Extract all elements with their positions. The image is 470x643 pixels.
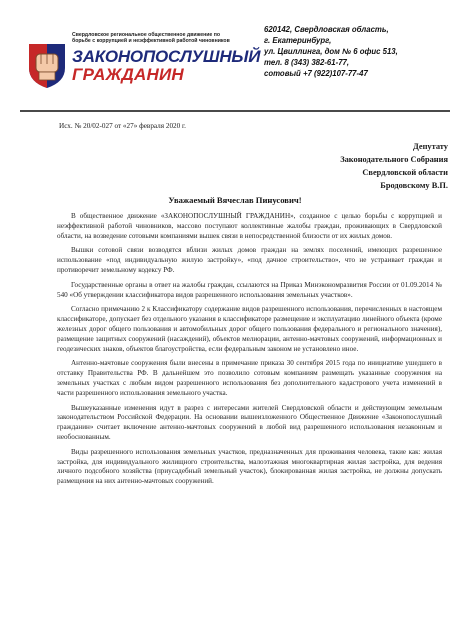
brand-logotype: [72, 48, 260, 84]
brand-line-1: ЗАКОНОПОСЛУШНЫЙ: [72, 47, 261, 66]
fist-shield-logo-icon: [26, 40, 68, 90]
recipient-line: Депутату: [413, 142, 448, 151]
recipient-line: Свердловской области: [362, 168, 448, 177]
paragraph: Антенно-мачтовые сооружения были внесены в примечание приказа 30 сентября 2015 года по инициативе ушедшего в отставку Правительства РФ. В дальнейшем это позволило сотовым компаниям размещать указанные сооружения на земельных участках с любым видом разрешенного использования без дополнительного кадастрового учета изменений в части разрешенного использования земельного участка.: [57, 359, 442, 397]
paragraph: Вышки сотовой связи возводятся вблизи жилых домов граждан на землях поселений, имеющих разрешенное использование «под индивидуальную жилую застройку», «под дачное строительство», что не устраивает граждан и противоречит земельному кодексу РФ.: [57, 246, 442, 274]
header-divider: [20, 110, 450, 112]
recipient-block: [340, 140, 448, 192]
address-block: [264, 24, 464, 79]
paragraph: В общественное движение «ЗАКОНОПОСЛУШНЫЙ ГРАЖДАНИН», созданное с целью борьбы с коррупцией и неэффективной работой чиновников, массово поступают коллективные жалобы граждан, проживающих в Свердловской области, на возведение сотовыми компаниями вышек связи в непосредственной близости от их жилых домов.: [57, 212, 442, 240]
paragraph: Вышеуказанные изменения идут в разрез с интересами жителей Свердловской области и действующим земельным законодательством Российской Федерации. На основании вышеизложенного Общественное Движение «Законопослушный гражданин» считает включение антенно-мачтовых сооружений в любой вид разрешенного использования незаконным и необоснованным.: [57, 403, 442, 441]
recipient-line: Бродовскому В.П.: [380, 181, 448, 190]
organization-full-name: Свердловское региональное общественное движение по борьбе с коррупцией и неэффективной работой чиновников: [72, 32, 230, 44]
recipient-line: Законодательного Собрания: [340, 155, 448, 164]
letter-body: [57, 212, 442, 492]
brand-line-2: ГРАЖДАНИН: [72, 65, 184, 84]
address-line: ул. Цвиллинга, дом № 6 офис 513,: [264, 47, 398, 56]
outgoing-number: Исх. № 20/02-027 от «27» февраля 2020 г.: [59, 122, 186, 130]
letterhead: [10, 4, 460, 108]
address-line: г. Екатеринбург,: [264, 36, 332, 45]
phone-line: тел. 8 (343) 382-61-77,: [264, 58, 350, 67]
address-line: 620142, Свердловская область,: [264, 25, 389, 34]
paragraph: Государственные органы в ответ на жалобы граждан, ссылаются на Приказ Минэкономразвития России от 01.09.2014 № 540 «Об утверждении классификатора видов разрешенного использования земельных участков».: [57, 280, 442, 299]
greeting: Уважаемый Вячеслав Пинусович!: [168, 195, 302, 205]
paragraph: Согласно примечанию 2 к Классификатору содержание видов разрешенного использования, перечисленных в настоящем классификаторе, допускает без отдельного указания в классификаторе размещение и эксплуатацию линейного объекта (кроме железных дорог общего пользования и автомобильных дорог общего пользования федерального и регионального значения), размещение защитных сооружений (насаждений), объектов мелиорации, антенно-мачтовых сооружений, информационных и геодезических знаков, объектов благоустройства, если федеральным законом не установлено иное.: [57, 305, 442, 353]
paragraph: Виды разрешенного использования земельных участков, предназначенных для проживания человека, такие как: жилая застройка, для индивидуального жилищного строительства, малоэтажная многоквартирная жилая застройка, для ведения личного подсобного хозяйства (приусадебный земельный участок), блокированная жилая застройка, не должны допускать размещения на них антенно-мачтовых сооружений.: [57, 447, 442, 486]
mobile-line: сотовый +7 (922)107-77-47: [264, 69, 368, 78]
